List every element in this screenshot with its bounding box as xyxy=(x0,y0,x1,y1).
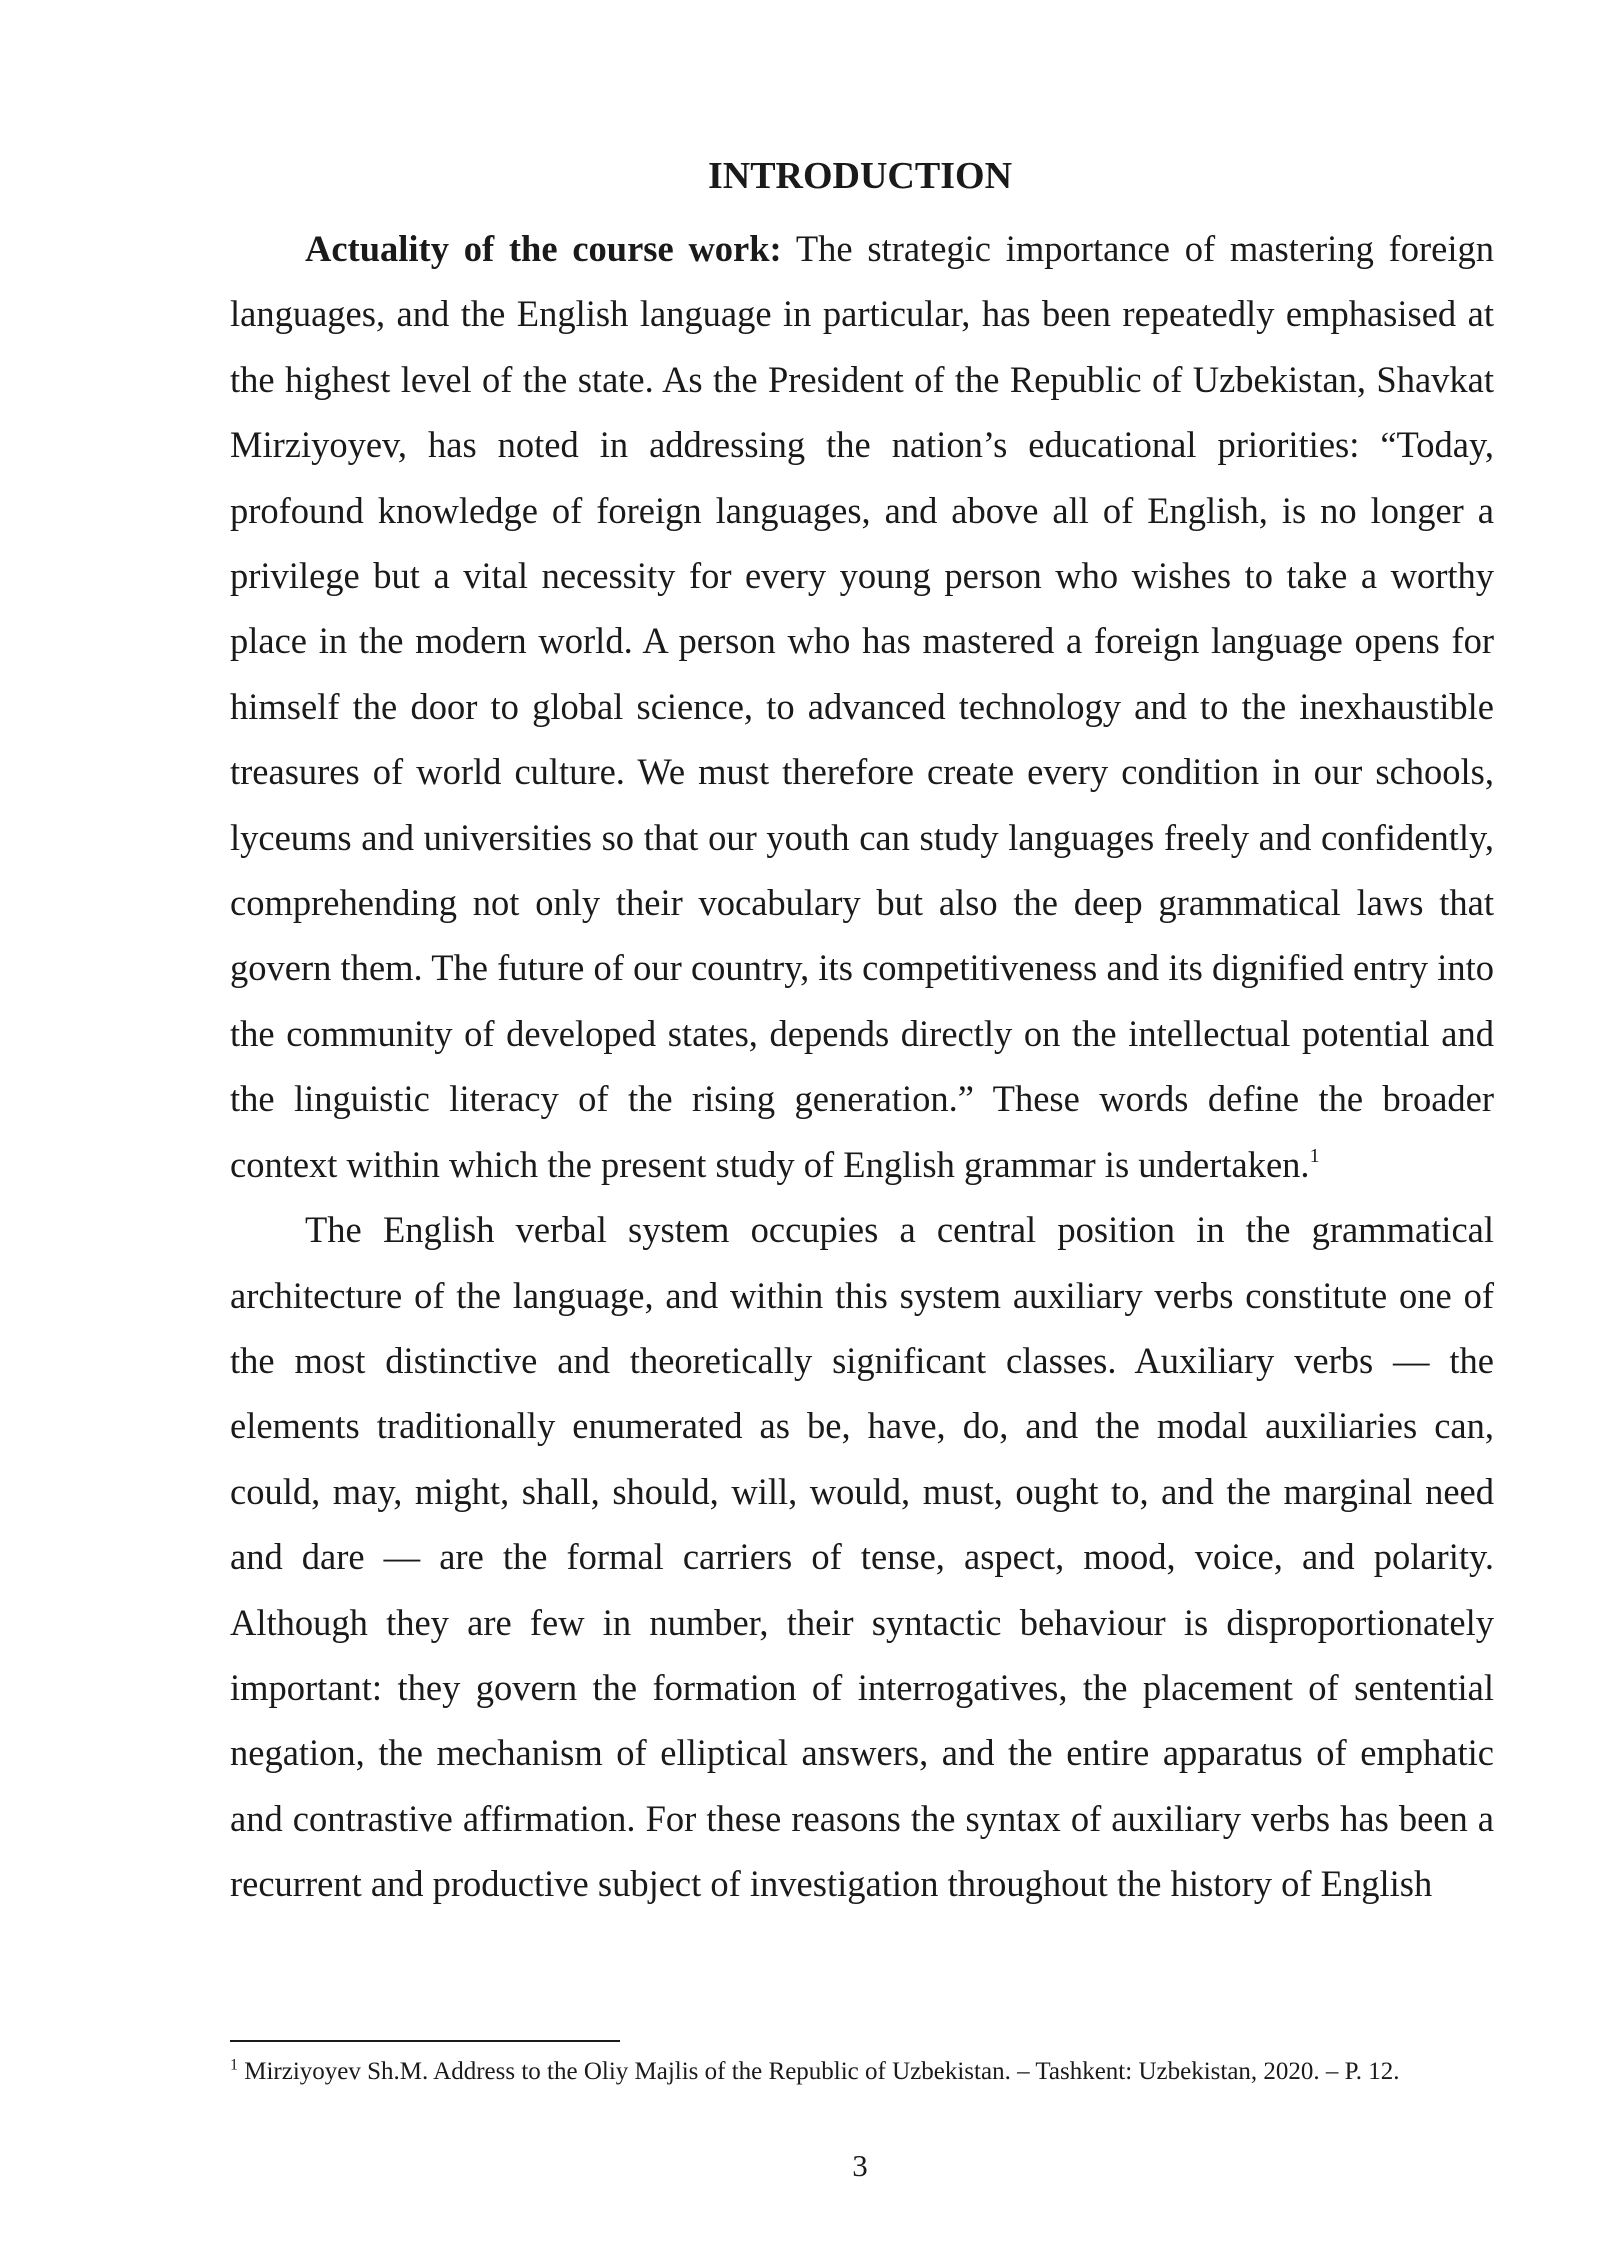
footnote xyxy=(230,2056,1494,2088)
paragraph-actuality xyxy=(230,216,1494,1197)
section-heading: INTRODUCTION xyxy=(707,155,1013,197)
body-text xyxy=(230,216,1494,1917)
footnote-marker: 1 xyxy=(230,2056,238,2074)
footnote-reference[interactable]: 1 xyxy=(1309,1144,1320,1167)
paragraph-lead: Actuality of the course work: xyxy=(305,228,782,269)
footnote-text: Mirziyoyev Sh.M. Address to the Oliy Majlis of the Republic of Uzbekistan. – Tashkent: Uzbekistan, 2020. – P. 12. xyxy=(238,2058,1400,2085)
paragraph-verbal-system: The English verbal system occupies a central position in the grammatical architecture of the language, and within this system auxiliary verbs constitute one of the most distinctive and theoretically significant classes. Auxiliary verbs — the elements traditionally enumerated as be, have, do, and the modal auxiliaries can, could, may, might, shall, should, will, would, must, ought to, and the marginal need and dare — are the formal carriers of tense, aspect, mood, voice, and polarity. Although they are few in number, their syntactic behaviour is disproportionately important: they govern the formation of interrogatives, the placement of sentential negation, the mechanism of elliptical answers, and the entire apparatus of emphatic and contrastive affirmation. For these reasons the syntax of auxiliary verbs has been a recurrent and productive subject of investigation throughout the history of English xyxy=(230,1209,1494,1905)
footnote-divider xyxy=(230,2040,620,2042)
paragraph-actuality-text: The strategic importance of mastering foreign languages, and the English language in particular, has been repeatedly emphasised at the highest level of the state. As the President of the Republic of Uzbekistan, Shavkat Mirziyoyev, has noted in addressing the nation’s educational priorities: “Today, profound knowledge of foreign languages, and above all of English, is no longer a privilege but a vital necessity for every young person who wishes to take a worthy place in the modern world. A person who has mastered a foreign language opens for himself the door to global science, to advanced technology and to the inexhaustible treasures of world culture. We must therefore create every condition in our schools, lyceums and universities so that our youth can study languages freely and confidently, comprehending not only their vocabulary but also the deep grammatical laws that govern them. The future of our country, its competitiveness and its dignified entry into the community of developed states, depends directly on the intellectual potential and the linguistic literacy of the rising generation.” These words define the broader context within which the present study of English grammar is undertaken. xyxy=(230,228,1494,1185)
page-number: 3 xyxy=(852,2148,868,2183)
